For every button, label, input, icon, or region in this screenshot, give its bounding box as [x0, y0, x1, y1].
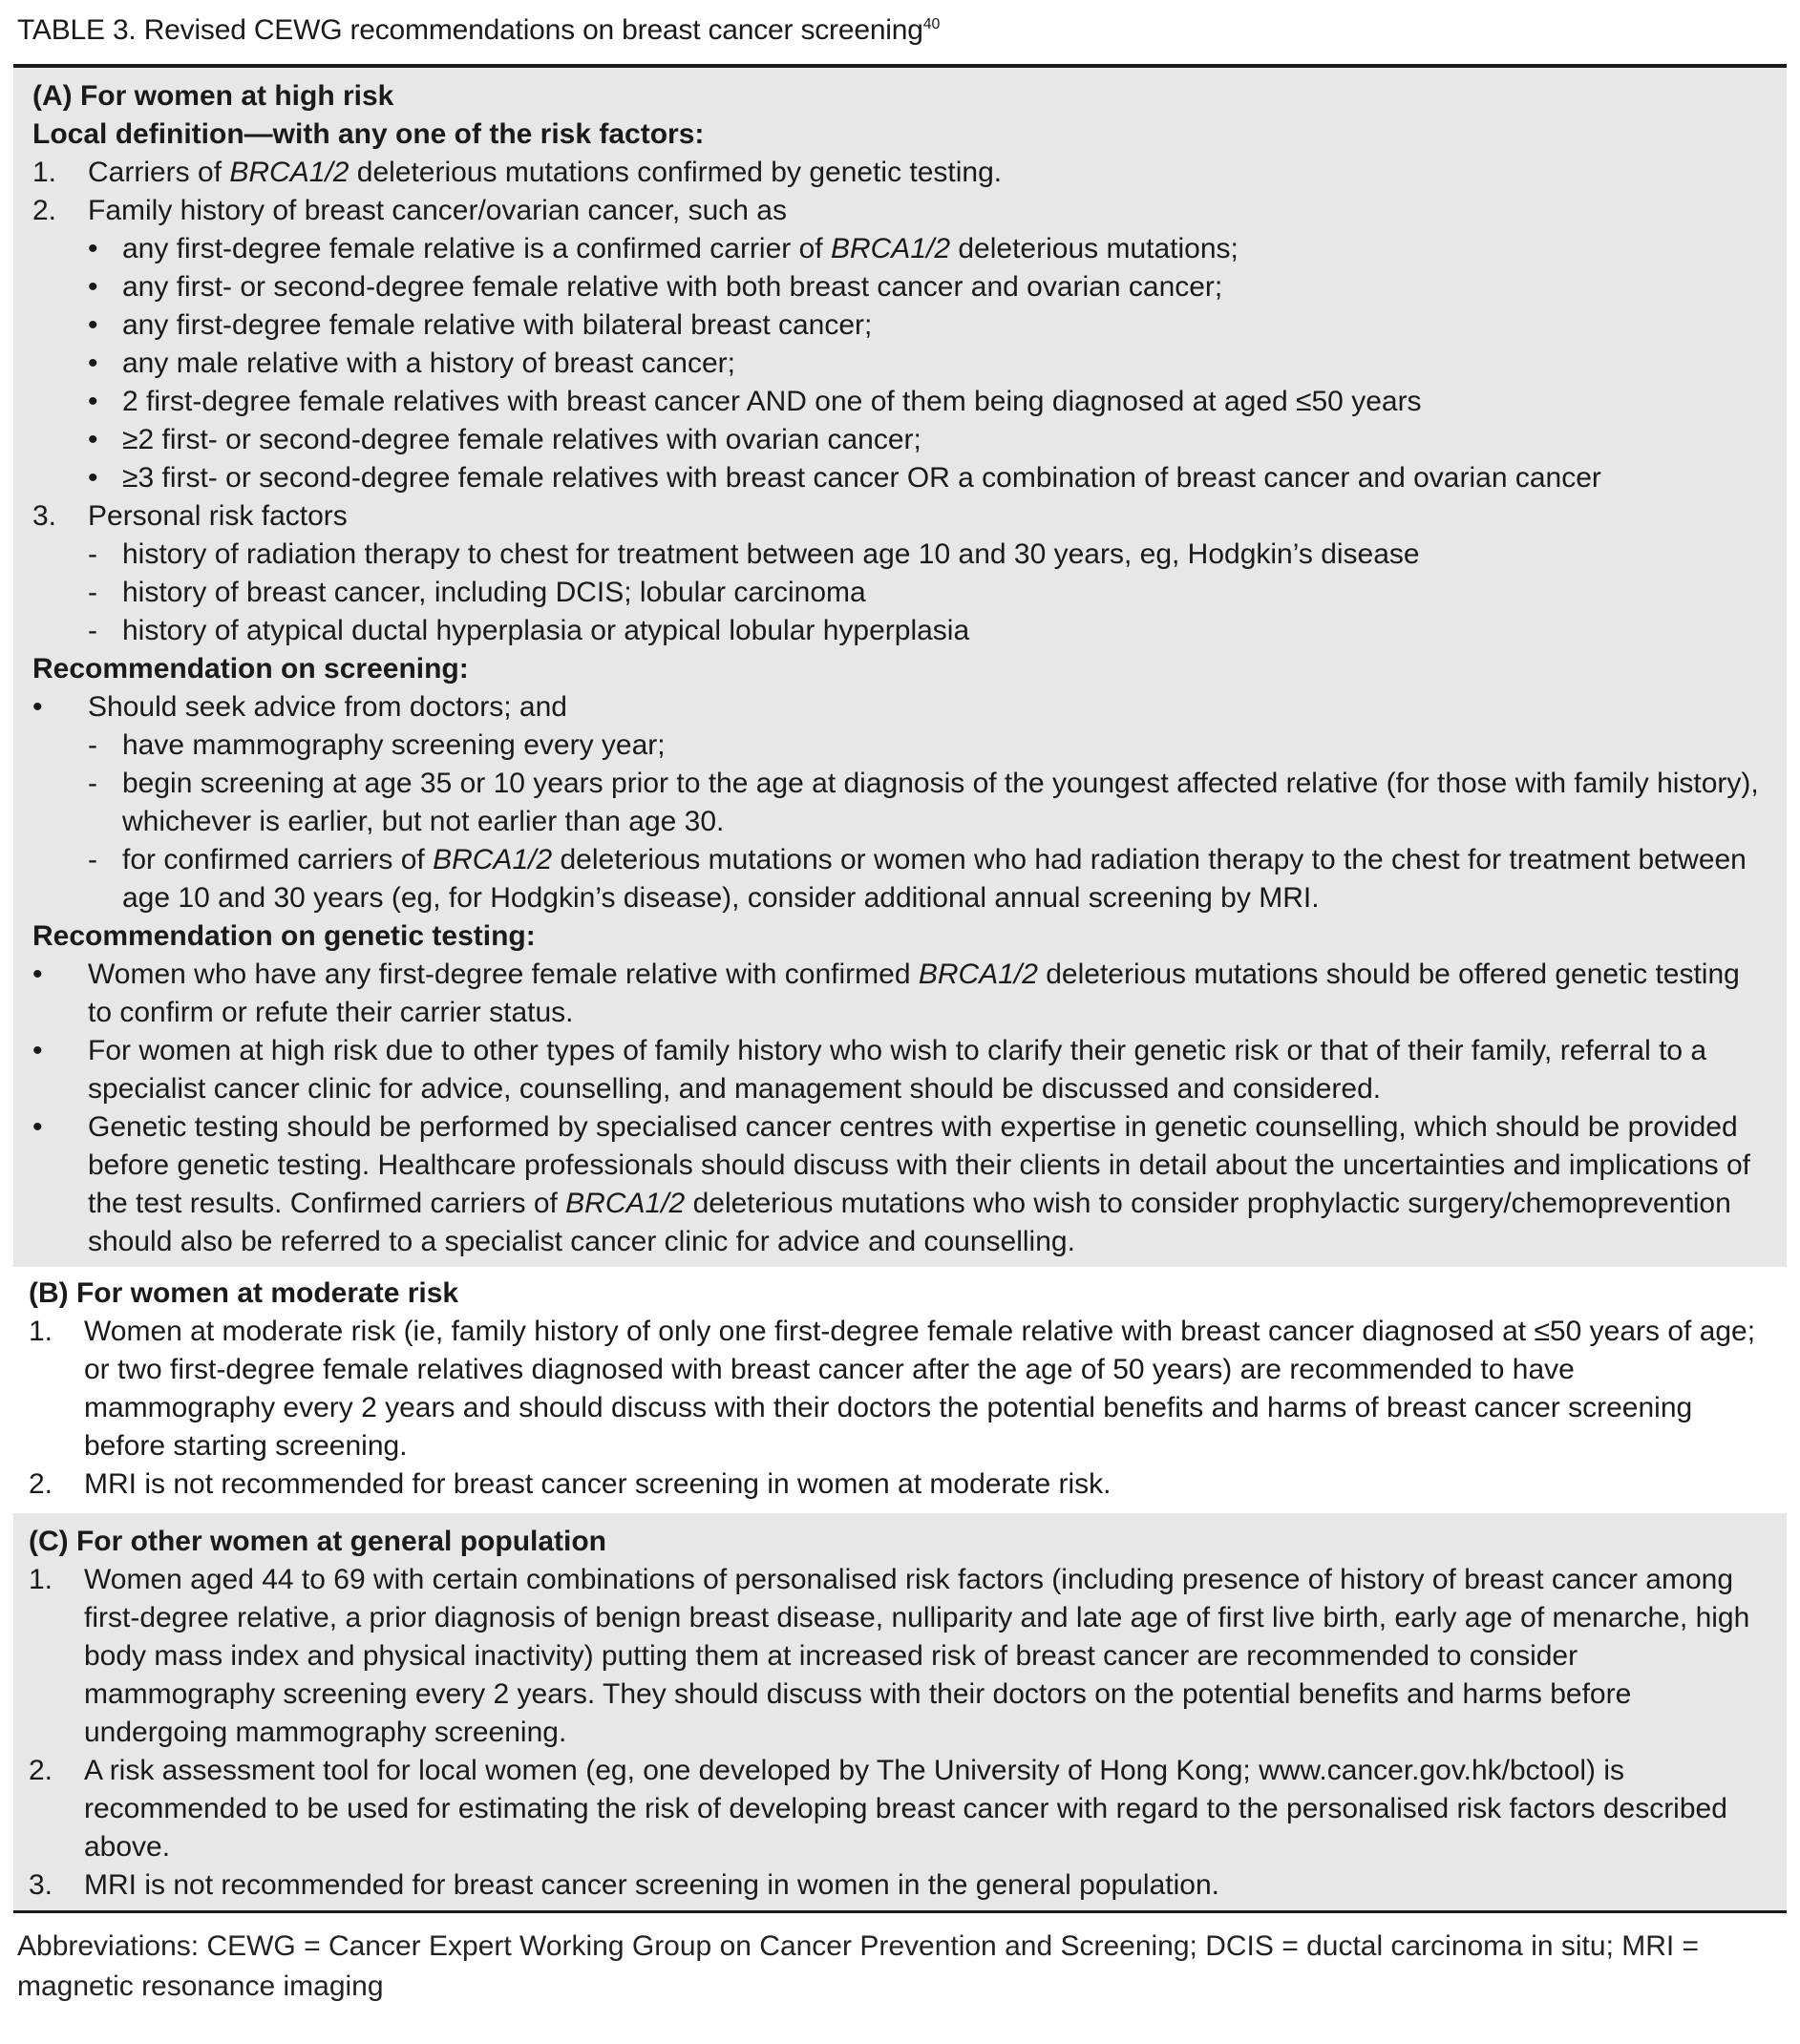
list-item [32, 421, 1771, 459]
list-item [32, 306, 1771, 345]
text-part: A risk assessment tool for local women (eg, one developed by The University of Hong Kong; www.cancer.gov.hk/bctool) is recommended to be used for estimating the risk of developing breast cancer with regard to the personalised risk factors described above. [84, 1755, 1727, 1863]
item-number: 1. [32, 157, 57, 188]
list-item [32, 268, 1771, 306]
text-part: have mammography screening every year; [122, 729, 666, 761]
section-moderate-risk [13, 1267, 1787, 1513]
item-text: Family history of breast cancer/ovarian cancer, such as [88, 195, 787, 226]
bullet: • [88, 233, 98, 264]
bullet: • [32, 1111, 43, 1143]
item-text [122, 268, 1771, 306]
list-item [29, 1561, 1771, 1752]
text-part: deleterious mutations who wish to consider prophylactic surgery/chemoprevention should also be referred to a specialist cancer clinic for advice and counselling. [88, 1188, 1731, 1257]
list-item [32, 612, 1771, 650]
dash-marker: - [88, 729, 97, 761]
item-text [122, 612, 1771, 650]
item-number: 2. [29, 1755, 53, 1786]
gene-name: BRCA1/2 [433, 844, 553, 875]
item-text [122, 459, 1771, 497]
gene-name: BRCA1/2 [565, 1188, 686, 1219]
text-part: Women at moderate risk (ie, family history of only one first-degree female relative with breast cancer diagnosed at ≤50 years of age; or two first-degree female relatives diagnosed with breast cancer after the age of 50 years) are recommended to have mammography every 2 years and should discuss with their doctors the potential benefits and harms of breast cancer screening before starting screening. [84, 1316, 1756, 1462]
list-item [29, 1313, 1771, 1465]
screening-list [32, 727, 1771, 917]
item-text [122, 727, 1771, 765]
list-item [32, 230, 1771, 268]
general-population-list [29, 1561, 1771, 1905]
item-text [88, 1032, 1771, 1108]
item-text [122, 536, 1771, 574]
list-item [32, 459, 1771, 497]
text-part: Women who have any first-degree female relative with confirmed [88, 959, 919, 990]
list-item [32, 345, 1771, 383]
list-item [32, 1032, 1771, 1108]
text-part: deleterious mutations confirmed by genetic testing. [349, 157, 1003, 188]
text-part: begin screening at age 35 or 10 years prior to the age at diagnosis of the youngest affected relative (for those with family history), whichever is earlier, but not earlier than age 30. [122, 768, 1759, 837]
text-part: history of breast cancer, including DCIS; lobular carcinoma [122, 577, 866, 608]
dash-marker: - [88, 615, 97, 646]
screening-heading: Recommendation on screening: [32, 653, 469, 685]
section-general-population [13, 1513, 1787, 1910]
text-part: MRI is not recommended for breast cancer screening in women in the general population. [84, 1869, 1219, 1901]
list-item [32, 688, 1771, 727]
table-container [13, 10, 1787, 2007]
text-part: deleterious mutations; [950, 233, 1239, 264]
text-part: For women at high risk due to other types of family history who wish to clarify their genetic risk or that of their family, referral to a specialist cancer clinic for advice, counselling, and management should be discussed and considered. [88, 1035, 1707, 1105]
list-item [32, 574, 1771, 612]
item-text [88, 154, 1771, 192]
item-number: 3. [32, 500, 57, 532]
text-part: history of atypical ductal hyperplasia or atypical lobular hyperplasia [122, 615, 970, 646]
dash-marker: - [88, 577, 97, 608]
item-text [122, 574, 1771, 612]
text-part: for confirmed carriers of [122, 844, 434, 875]
definition-heading: Local definition—with any one of the risk factors: [32, 118, 705, 150]
item-text [84, 1561, 1771, 1752]
text-part: any first-degree female relative with bilateral breast cancer; [122, 309, 873, 341]
section-a-title: (A) For women at high risk [32, 80, 394, 112]
section-high-risk [13, 68, 1787, 1267]
list-item [32, 154, 1771, 192]
dash-marker: - [88, 538, 97, 570]
bullet: • [88, 309, 98, 341]
personal-risk-list [32, 536, 1771, 650]
text-part: history of radiation therapy to chest for treatment between age 10 and 30 years, eg, Hodgkin’s disease [122, 538, 1420, 570]
list-item [32, 192, 1771, 230]
bullet: • [88, 271, 98, 303]
text-part: any male relative with a history of breast cancer; [122, 348, 735, 379]
item-number: 2. [32, 195, 57, 226]
item-text [88, 956, 1771, 1032]
text-part: Genetic testing should be performed by specialised cancer centres with expertise in genetic counselling, which should be provided before genetic testing. Healthcare professionals should discuss with their clients in detail about the uncertainties and implications of the test results. Confirmed carriers of [88, 1111, 1750, 1219]
bullet: • [88, 462, 98, 494]
item-text [84, 1752, 1771, 1866]
title-reference: 40 [922, 16, 941, 32]
list-item [32, 956, 1771, 1032]
item-number: 3. [29, 1869, 53, 1901]
list-item [29, 1465, 1771, 1504]
gene-name: BRCA1/2 [830, 233, 951, 264]
text-part: MRI is not recommended for breast cancer screening in women at moderate risk. [84, 1468, 1112, 1500]
family-history-list [32, 230, 1771, 497]
list-item [32, 841, 1771, 917]
text-part: deleterious mutations or women who had radiation therapy to the chest for treatment between age 10 and 30 years (eg, for Hodgkin’s disease), consider additional annual screening by MRI. [122, 844, 1747, 914]
item-text [88, 1108, 1771, 1261]
bullet: • [88, 386, 98, 417]
gene-name: BRCA1/2 [918, 959, 1038, 990]
dash-marker: - [88, 768, 97, 799]
genetic-testing-list [32, 956, 1771, 1261]
list-item [32, 1108, 1771, 1261]
text-part: 2 first-degree female relatives with breast cancer AND one of them being diagnosed at aged ≤50 years [122, 386, 1422, 417]
item-number: 2. [29, 1468, 53, 1500]
item-text [122, 383, 1771, 421]
item-number: 1. [29, 1564, 53, 1595]
list-item [32, 383, 1771, 421]
section-c-title: (C) For other women at general population [29, 1526, 607, 1557]
genetic-testing-heading: Recommendation on genetic testing: [32, 920, 536, 952]
item-text [122, 765, 1771, 841]
bullet: • [88, 348, 98, 379]
bullet: • [88, 424, 98, 455]
item-text [84, 1866, 1771, 1905]
item-text [122, 230, 1771, 268]
table-title [13, 10, 1787, 59]
bullet: • [32, 691, 43, 723]
dash-marker: - [88, 844, 97, 875]
item-text [122, 841, 1771, 917]
list-item [29, 1752, 1771, 1866]
table-title-text: TABLE 3. Revised CEWG recommendations on breast cancer screening [17, 14, 923, 46]
text-part: any first-degree female relative is a confirmed carrier of [122, 233, 831, 264]
item-text [84, 1465, 1771, 1504]
text-part: deleterious mutations should be offered genetic testing to confirm or refute their carrier status. [88, 959, 1740, 1028]
item-number: 1. [29, 1316, 53, 1347]
item-text [84, 1313, 1771, 1465]
list-item [32, 497, 1771, 536]
text-part: ≥3 first- or second-degree female relatives with breast cancer OR a combination of breast cancer and ovarian cancer [122, 462, 1601, 494]
list-item [32, 727, 1771, 765]
text-part: Carriers of [88, 157, 230, 188]
abbreviations-footnote: Abbreviations: CEWG = Cancer Expert Working Group on Cancer Prevention and Screening; DCIS = ductal carcinoma in situ; MRI = magnetic resonance imaging [17, 1930, 1700, 2002]
gene-name: BRCA1/2 [229, 157, 349, 188]
text-part: any first- or second-degree female relative with both breast cancer and ovarian cancer; [122, 271, 1223, 303]
bullet: • [32, 1035, 43, 1066]
text-part: Women aged 44 to 69 with certain combinations of personalised risk factors (including presence of history of breast cancer among first-degree relative, a prior diagnosis of benign breast disease, nulliparity and late age of first live birth, early age of menarche, high body mass index and physical inactivity) putting them at increased risk of breast cancer are recommended to consider mammography screening every 2 years. They should discuss with their doctors on the potential benefits and harms before undergoing mammography screening. [84, 1564, 1750, 1748]
item-text [122, 306, 1771, 345]
item-text: Personal risk factors [88, 500, 348, 532]
list-item [29, 1866, 1771, 1905]
list-item [32, 765, 1771, 841]
moderate-risk-list [29, 1313, 1771, 1504]
item-text [122, 345, 1771, 383]
text-part: ≥2 first- or second-degree female relatives with ovarian cancer; [122, 424, 921, 455]
bullet: • [32, 959, 43, 990]
item-text [122, 421, 1771, 459]
list-item [32, 536, 1771, 574]
item-text: Should seek advice from doctors; and [88, 691, 567, 723]
section-b-title: (B) For women at moderate risk [29, 1277, 459, 1309]
